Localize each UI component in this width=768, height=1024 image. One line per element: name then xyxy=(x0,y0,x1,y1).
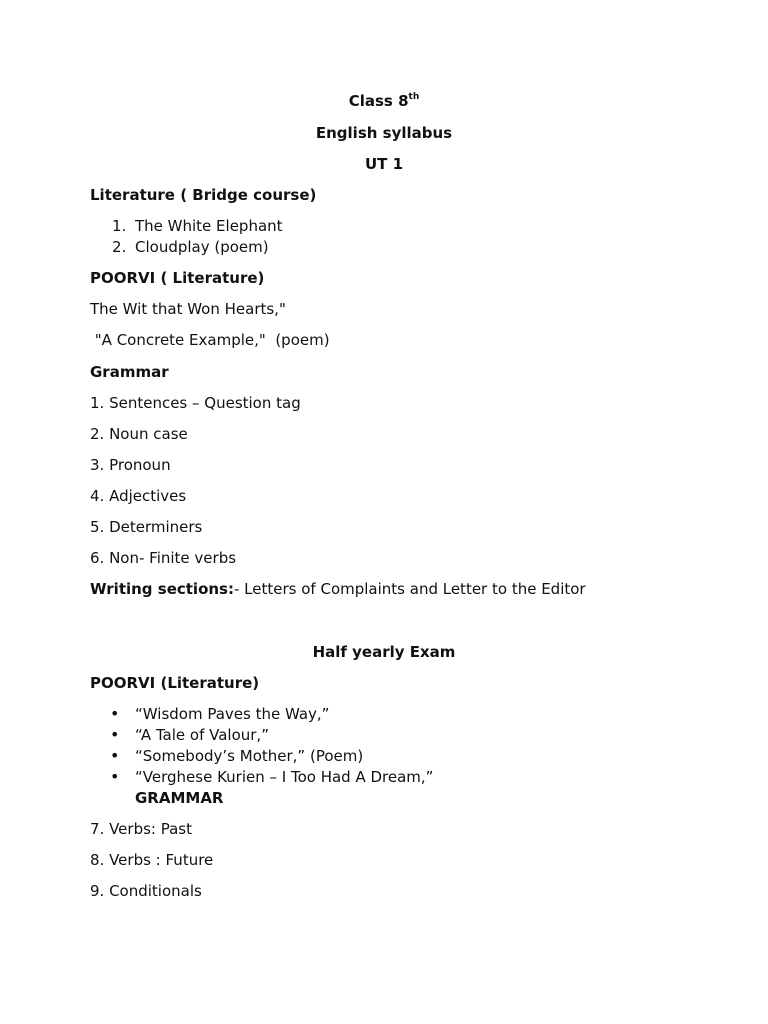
list-item: “A Tale of Valour,” xyxy=(135,726,269,744)
grammar-item: 7. Verbs: Past xyxy=(90,820,192,838)
grammar-item: 1. Sentences – Question tag xyxy=(90,394,301,412)
half-yearly-heading: Half yearly Exam xyxy=(312,643,456,661)
class-title-text: Class 8 xyxy=(348,92,409,110)
grammar-heading: Grammar xyxy=(90,363,169,381)
writing-sections xyxy=(90,579,586,599)
poorvi-line: "A Concrete Example," (poem) xyxy=(90,331,330,349)
grammar-item: 2. Noun case xyxy=(90,425,188,443)
grammar-item: 8. Verbs : Future xyxy=(90,851,214,869)
writing-sections-text: - Letters of Complaints and Letter to the Editor xyxy=(234,580,586,598)
grammar-item: 3. Pronoun xyxy=(90,456,171,474)
half-yearly-poorvi-heading: POORVI (Literature) xyxy=(90,674,260,692)
writing-sections-label: Writing sections: xyxy=(90,580,234,598)
list-number: 2. xyxy=(112,238,127,256)
list-item: Cloudplay (poem) xyxy=(135,238,269,256)
bullet-icon: • xyxy=(110,725,120,744)
bridge-course-heading: Literature ( Bridge course) xyxy=(90,186,317,204)
grammar-item: 4. Adjectives xyxy=(90,487,187,505)
list-item: “Wisdom Paves the Way,” xyxy=(135,705,330,723)
list-item: “Verghese Kurien – I Too Had A Dream,” xyxy=(135,768,434,786)
class-title-superscript: th xyxy=(408,92,420,102)
bullet-icon: • xyxy=(110,704,120,723)
class-title xyxy=(0,91,768,111)
poorvi-heading: POORVI ( Literature) xyxy=(90,269,265,287)
list-item: “Somebody’s Mother,” (Poem) xyxy=(135,747,364,765)
half-yearly-grammar-heading: GRAMMAR xyxy=(135,789,224,807)
poorvi-line: The Wit that Won Hearts," xyxy=(90,300,286,318)
term-title: UT 1 xyxy=(364,155,404,173)
syllabus-title: English syllabus xyxy=(315,124,453,142)
list-number: 1. xyxy=(112,217,127,235)
grammar-item: 5. Determiners xyxy=(90,518,203,536)
list-item: The White Elephant xyxy=(135,217,283,235)
bullet-icon: • xyxy=(110,767,120,786)
grammar-item: 6. Non- Finite verbs xyxy=(90,549,237,567)
grammar-item: 9. Conditionals xyxy=(90,882,202,900)
bullet-icon: • xyxy=(110,746,120,765)
